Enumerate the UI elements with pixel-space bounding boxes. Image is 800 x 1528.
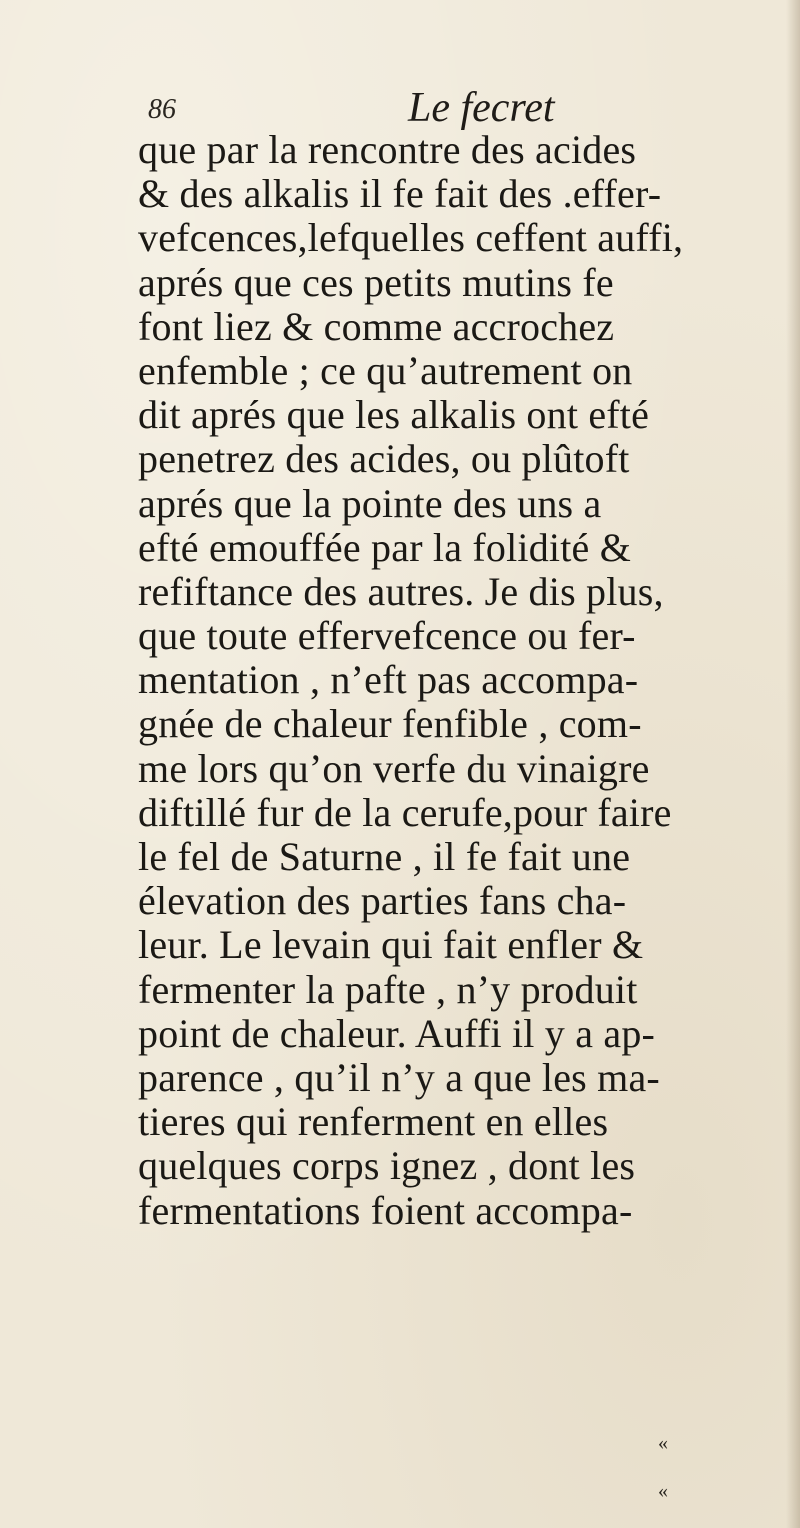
text-line: tieres qui renferment en elles <box>138 1099 609 1145</box>
footer-marks <box>658 1432 688 1522</box>
text-line: le fel de Saturne , il fe fait une <box>138 834 631 879</box>
body-text <box>138 128 788 1233</box>
page-number: 86 <box>148 94 176 125</box>
text-line: refiftance des autres. Je dis plus, <box>138 568 664 614</box>
text-line: & des alkalis il fe fait des .effer- <box>138 171 662 217</box>
text-line: quelques corps ignez , dont les <box>138 1143 636 1189</box>
text-line: gnée de chaleur fenfible , com- <box>138 701 642 747</box>
text-line: font liez & comme accrochez <box>138 303 615 349</box>
text-line: que toute effervefcence ou fer- <box>138 613 636 659</box>
text-line: vefcences,lefquelles ceffent auffi, <box>138 215 684 261</box>
text-line: parence , qu’il n’y a que les ma- <box>138 1054 660 1100</box>
text-line: point de chaleur. Auffi il y a ap- <box>138 1010 656 1056</box>
text-line: aprés que ces petits mutins fe <box>138 259 614 305</box>
text-line: dit aprés que les alkalis ont efté <box>138 392 650 438</box>
text-line: diftillé fur de la cerufe,pour faire <box>138 789 672 835</box>
text-line: me lors qu’on verfe du vinaigre <box>138 745 650 791</box>
text-line: efté emouffée par la folidité & <box>138 524 632 570</box>
text-line: fermentations foient accompa- <box>138 1187 633 1233</box>
footer-mark: « <box>658 1432 668 1454</box>
running-title: Le fecret <box>408 85 555 131</box>
text-line: que par la rencontre des acides <box>138 127 637 172</box>
text-line: mentation , n’eft pas accompa- <box>138 657 639 703</box>
text-line: penetrez des acides, ou plûtoft <box>138 436 630 482</box>
page-edge-shadow <box>786 0 800 1528</box>
text-line: aprés que la pointe des uns a <box>138 480 602 526</box>
footer-mark: « <box>658 1480 668 1502</box>
text-line: leur. Le levain qui fait enfler & <box>138 922 644 968</box>
text-line: enfemble ; ce qu’autrement on <box>138 347 633 393</box>
text-line: élevation des parties fans cha- <box>138 878 627 924</box>
text-line: fermenter la pafte , n’y produit <box>138 966 638 1012</box>
